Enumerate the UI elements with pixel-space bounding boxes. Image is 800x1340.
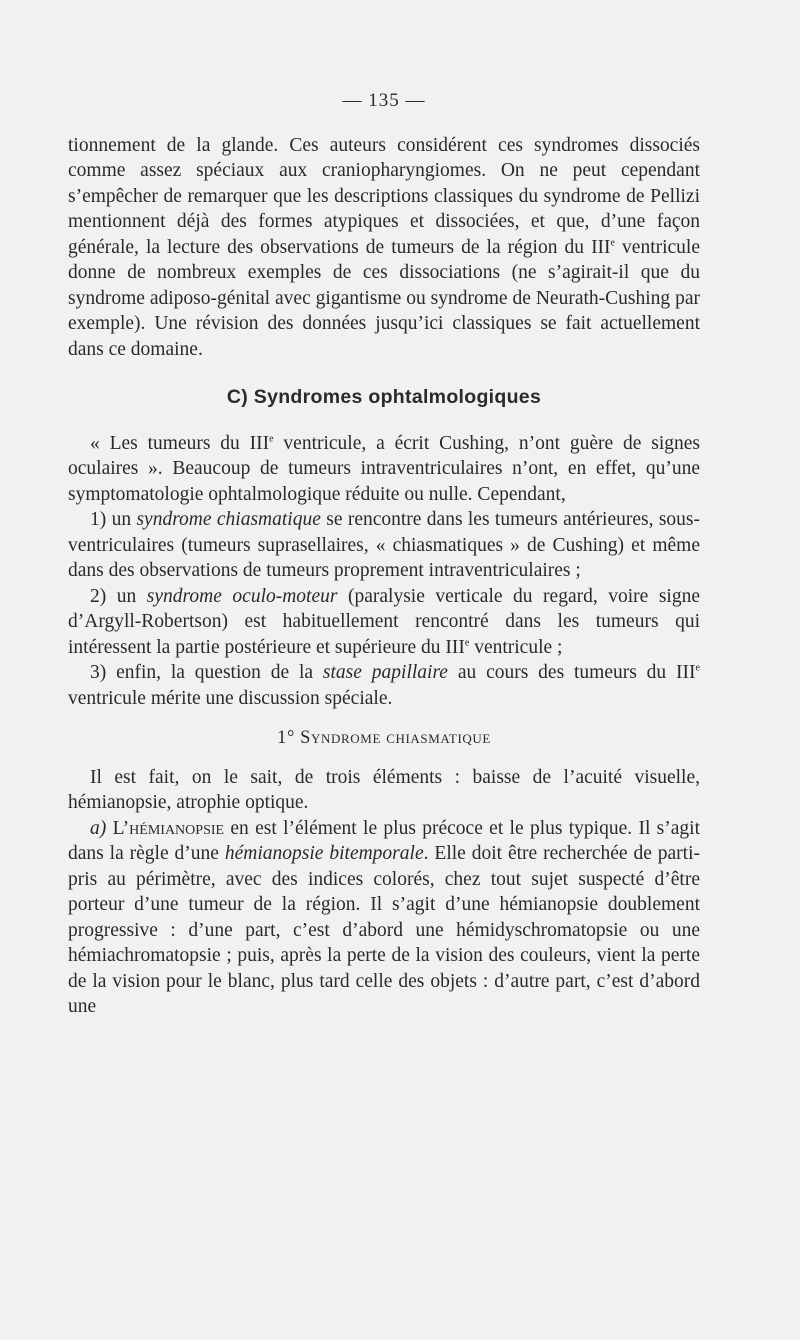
quote-start: « Les tumeurs du III <box>90 432 270 454</box>
ordinal-sup: e <box>464 637 470 648</box>
term-stase-papillaire: stase papillaire <box>322 662 448 683</box>
section-title-ophtalmologiques: C) Syndromes ophtalmologiques <box>226 386 542 408</box>
list-item-oculo-moteur <box>68 584 700 661</box>
paragraph-glande-end: ventricule donne de nombreux exemples de ces dissociations (ne s’agirait-il que du syndrome adiposo-génital avec gigantisme ou syndrome de Neurath-Cushing par exemple). Une révision des données jusqu’ici classiques se fait actuellement dans ce domaine. <box>68 236 701 360</box>
paragraph-hemianopsie <box>68 816 700 1020</box>
list-item-stase-papillaire <box>68 660 700 711</box>
paragraph-glande-text: tionnement de la glande. Ces auteurs considérent ces syndromes dissociés comme assez spéciaux aux craniopharyngiomes. On ne peut cependant s’empêcher de remarquer que les descriptions classiques du syndrome de Pellizi mentionnent déjà des formes atypiques et dissociées, et que, d’une façon générale, la lecture des observations de tumeurs de la région du <box>68 134 700 258</box>
list-item-number: 1) un <box>90 509 137 530</box>
list-item-end: ventricule mérite une discussion spéciale. <box>68 687 393 709</box>
term-hemianopsie-bitemporale: hémianopsie bitemporale <box>224 843 424 864</box>
list-item-text: au cours des tumeurs du III <box>447 662 696 683</box>
term-syndrome-chiasmatique: syndrome chiasmatique <box>136 509 321 530</box>
paragraph-trois-elements: Il est fait, on le sait, de trois éléments : baisse de l’acuité visuelle, hémianopsie, atrophie optique. <box>68 766 700 813</box>
list-item-end: ventricule ; <box>469 636 563 658</box>
roman-three: III <box>591 236 611 258</box>
ordinal-sup: e <box>695 662 700 674</box>
ordinal-sup: e <box>610 237 615 248</box>
paragraph-hemianopsie-text: en est l’élément le plus précoce et le plus typique. Il s’agit dans la règle d’une <box>68 817 700 864</box>
paragraph-glande <box>68 133 700 363</box>
quote-rest: ventricule, a écrit Cushing, n’ont guère de signes oculaires ». Beaucoup de tumeurs intraventriculaires n’ont, en effet, qu’une symptomatologie ophtalmologique réduite ou nulle. Cependant, <box>68 432 700 505</box>
subsection-title-chiasmatique: 1° Syndrome chiasmatique <box>277 728 491 748</box>
list-item-text: se rencontre dans les tumeurs antérieures, sous-ventriculaires (tumeurs suprasellaires, « chiasmatiques » de Cushing) et même dans des observations de tumeurs proprement intraventriculaires ; <box>68 509 700 581</box>
list-item-text: (paralysie verticale du regard, voire signe d’Argyll-Robertson) est habituellement rencontré dans les tumeurs qui intéressent la partie postérieure et supérieure du III <box>68 585 701 658</box>
book-page <box>68 88 700 1020</box>
page-number: — 135 — <box>342 90 426 111</box>
list-item-number: 2) un <box>90 585 147 607</box>
ordinal-sup: e <box>269 433 274 444</box>
paragraph-cushing-quote <box>68 431 700 508</box>
term-syndrome-oculo-moteur: syndrome oculo-moteur <box>146 585 338 607</box>
term-hemianopsie: L’hémianopsie <box>112 817 225 839</box>
paragraph-hemianopsie-end: . Elle doit être recherchée de parti-pris au périmètre, avec des indices colorés, chez tout sujet suspecté d’être porteur d’une tumeur de la région. Il s’agit d’une hémianopsie doublement progressive : d’une part, c’est d’abord une hémidyschromatopsie ou une hémiachromatopsie ; puis, après la perte de la vision des couleurs, vient la perte de la vision pour le blanc, plus tard celle des objets : d’autre part, c’est d’abord une <box>68 843 701 1017</box>
list-item-chiasmatique <box>68 507 700 584</box>
list-item-number: 3) enfin, la question de la <box>90 662 323 683</box>
paragraph-label: a) <box>90 817 113 839</box>
